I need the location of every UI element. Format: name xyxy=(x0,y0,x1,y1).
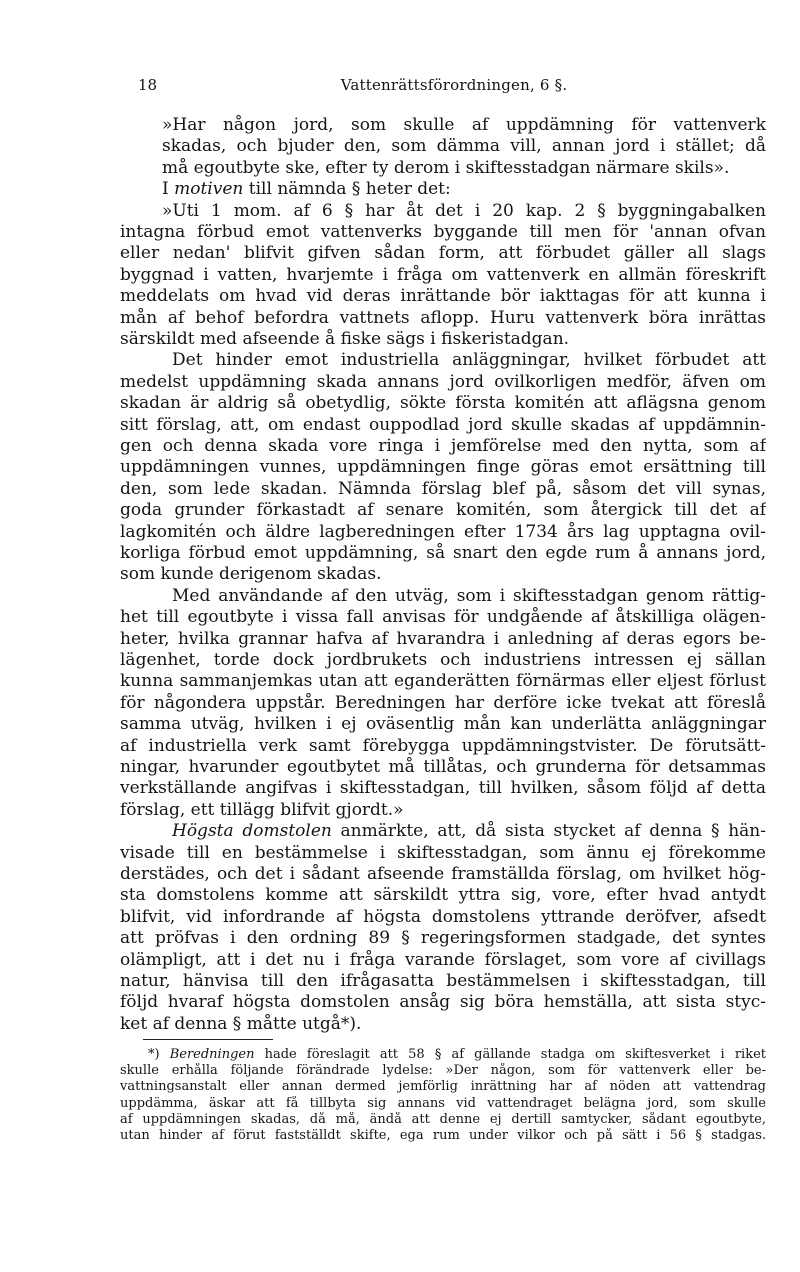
footnote-line: utan hinder af förut fastställdt skifte, ega rum under vilkor och på sätt i 56 § stadgas. xyxy=(120,1128,766,1143)
italic-term: Beredningen xyxy=(169,1047,255,1062)
text-run: I xyxy=(162,179,175,200)
text-line: för någondera uppstår. Beredningen har derföre icke tvekat att föreslå xyxy=(120,692,766,713)
text-line: olämpligt, att i det nu i fråga varande förslaget, som vore af civillags xyxy=(120,949,766,970)
text-line: het till egoutbyte i vissa fall anvisas för undgående af åtskilliga olägen- xyxy=(120,607,766,628)
text-line: sta domstolens komme att särskildt yttra sig, vore, efter hvad antydt xyxy=(120,885,766,906)
text-line: samma utväg, hvilken i ej oväsentlig mån kan underlätta anläggningar xyxy=(120,714,766,735)
text-line: särskildt med afseende å fiske sägs i fiskeristadgan. xyxy=(120,329,570,349)
text-line: eller nedan' blifvit gifven sådan form, att förbudet gäller all slags xyxy=(120,243,766,264)
text-line: blifvit, vid infordrande af högsta domstolens yttrande deröfver, afsedt xyxy=(120,906,766,927)
text-line: Det hinder emot industriella anläggningar, hvilket förbudet att xyxy=(172,350,766,371)
text-line: byggnad i vatten, hvarjemte i fråga om vattenverk en allmän föreskrift xyxy=(120,264,766,285)
text-line: skadan är aldrig så obetydlig, sökte första komitén att aflägsna genom xyxy=(120,393,766,414)
text-run: hade föreslagit att 58 § af gällande stadga om skiftesverket i riket xyxy=(254,1047,766,1062)
footnote-line: skulle erhålla följande förändrade lydelse: »Der någon, som för vattenverk eller be- xyxy=(120,1063,766,1079)
text-line: derstädes, och det i sådant afseende framställda förslag, om hvilket hög- xyxy=(120,864,766,884)
text-run: till nämnda § heter det: xyxy=(243,179,451,200)
text-line xyxy=(172,821,766,842)
footnote-line xyxy=(148,1047,766,1063)
footnote-rule xyxy=(143,1039,273,1040)
italic-term: Högsta domstolen xyxy=(172,821,332,842)
running-head: Vattenrättsförordningen, 6 §. xyxy=(340,76,568,94)
text-line: gen och denna skada vore ringa i jemförelse med den nytta, som af xyxy=(120,436,766,456)
text-line: följd hvaraf högsta domstolen ansåg sig böra hemställa, att sista styc- xyxy=(120,992,766,1013)
text-line: natur, hänvisa till den ifrågasatta bestämmelsen i skiftesstadgan, till xyxy=(120,971,766,991)
text-line: att pröfvas i den ordning 89 § regeringsformen stadgade, det syntes xyxy=(120,928,766,949)
page-header xyxy=(138,76,770,102)
text-line: kunna sammanjemkas utan att eganderätten förnärmas eller eljest förlust xyxy=(120,671,766,692)
text-line: må egoutbyte ske, efter ty derom i skiftesstadgan närmare skils». xyxy=(162,157,730,178)
text-line: »Uti 1 mom. af 6 § har åt det i 20 kap. 2 § byggningabalken xyxy=(162,200,766,221)
footnote-line: uppdämma, äskar att få tillbyta sig annans vid vattendraget belägna jord, som skulle xyxy=(120,1095,766,1111)
text-line: goda grunder förkastadt af senare komitén, som återgick till det af xyxy=(120,500,766,521)
text-run: *) xyxy=(148,1047,170,1062)
text-line: »Har någon jord, som skulle af uppdämning för vattenverk xyxy=(162,115,766,135)
text-line: visade till en bestämmelse i skiftesstadgan, som ännu ej förekomme xyxy=(120,842,766,863)
text-line: ket af denna § måtte utgå*). xyxy=(120,1013,362,1034)
text-line: heter, hvilka grannar hafva af hvarandra i anledning af deras egors be- xyxy=(120,628,766,649)
text-line: Med användande af den utväg, som i skiftesstadgan genom rättig- xyxy=(172,585,766,606)
text-line: intagna förbud emot vattenverks byggande till men för 'annan ofvan xyxy=(120,222,766,242)
text-line: sitt förslag, att, om endast ouppodlad jord skulle skadas af uppdämnin- xyxy=(120,414,766,435)
footnote-line: vattningsanstalt eller annan dermed jemförlig inrättning har af nöden att vattendrag xyxy=(120,1079,766,1095)
text-line: förslag, ett tillägg blifvit gjordt.» xyxy=(120,799,404,820)
text-line: mån af behof befordra vattnets aflopp. Huru vattenverk böra inrättas xyxy=(120,307,766,328)
text-line: den, som lede skadan. Nämnda förslag blef på, såsom det vill synas, xyxy=(120,478,766,499)
text-line: lägenhet, torde dock jordbrukets och industriens intressen ej sällan xyxy=(120,650,766,670)
footnote-line: af uppdämningen skadas, då må, ändå att denne ej dertill samtycker, sådant egoutbyte, xyxy=(120,1111,766,1127)
text-line: som kunde derigenom skadas. xyxy=(120,564,382,585)
italic-term: motiven xyxy=(174,179,244,200)
text-line: skadas, och bjuder den, som dämma vill, annan jord i stället; då xyxy=(162,136,766,157)
page-number: 18 xyxy=(138,76,158,94)
text-line: korliga förbud emot uppdämning, så snart den egde rum å annans jord, xyxy=(120,543,766,563)
text-line: meddelats om hvad vid deras inrättande bör iakttagas för att kunna i xyxy=(120,286,766,307)
text-line xyxy=(162,179,766,200)
text-line: af industriella verk samt förebygga uppdämningstvister. De förutsätt- xyxy=(120,735,766,756)
text-line: ningar, hvarunder egoutbytet må tillåtas, och grunderna för detsammas xyxy=(120,757,766,777)
text-run: anmärkte, att, då sista stycket af denna § hän- xyxy=(331,821,766,842)
text-line: lagkomitén och äldre lagberedningen efter 1734 års lag upptagna ovil- xyxy=(120,521,766,542)
text-line: medelst uppdämning skada annans jord ovilkorligen medför, äfven om xyxy=(120,371,766,392)
text-line: uppdämningen vunnes, uppdämningen finge göras emot ersättning till xyxy=(120,457,766,478)
text-line: verkställande angifvas i skiftesstadgan, till hvilken, såsom följd af detta xyxy=(120,778,766,799)
